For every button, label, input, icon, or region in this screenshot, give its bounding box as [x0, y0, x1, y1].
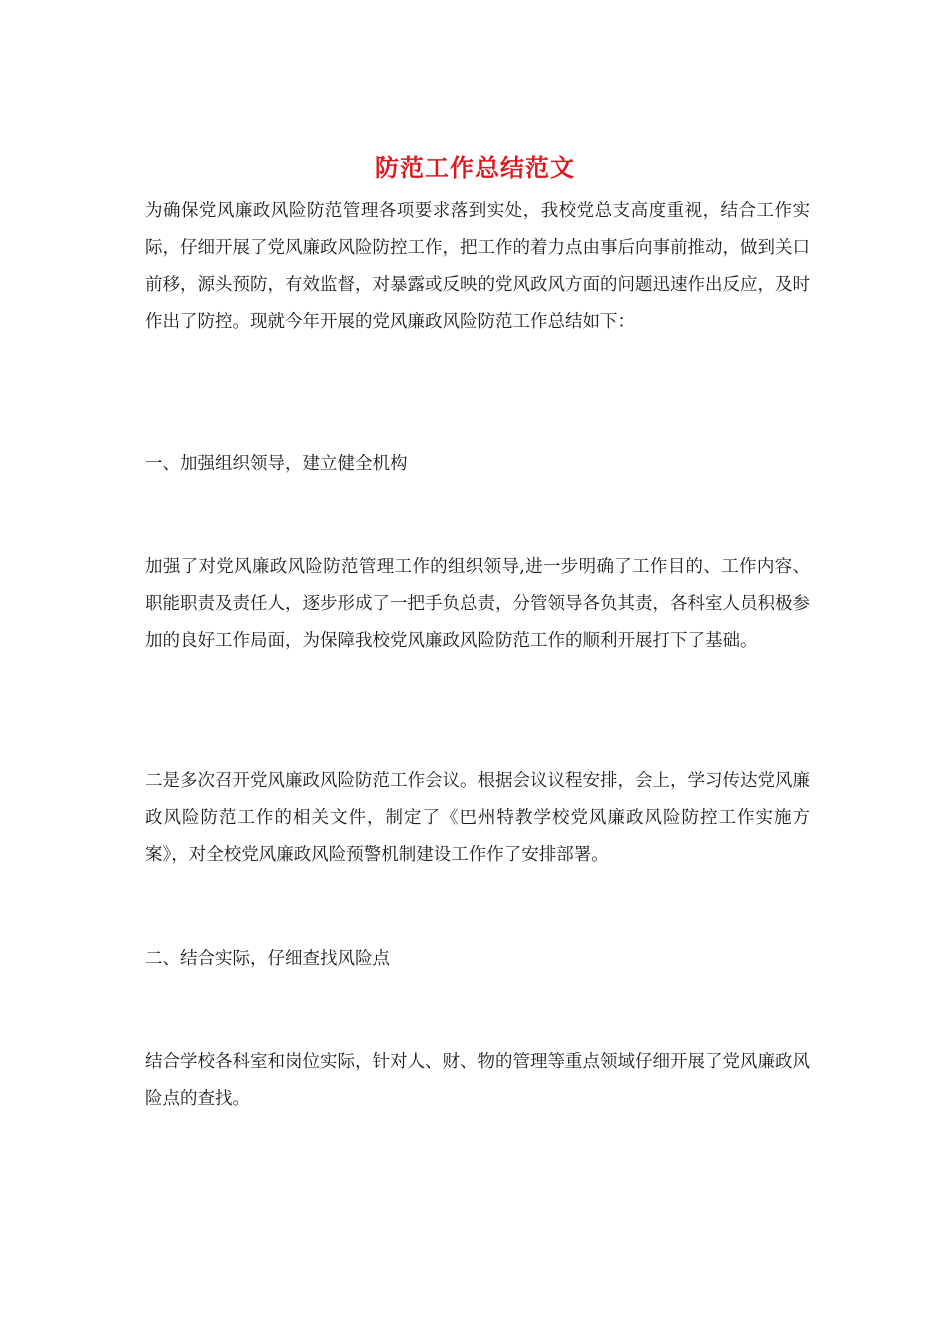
section-1-paragraph: 加强了对党风廉政风险防范管理工作的组织领导,进一步明确了工作目的、工作内容、职能职责及责任人，逐步形成了一把手负总责，分管领导各负其责，各科室人员积极参加的良好工作局面，为保障我校党风廉政风险防范工作的顺利开展打下了基础。: [145, 557, 810, 651]
section-2-paragraph: 结合学校各科室和岗位实际，针对人、财、物的管理等重点领域仔细开展了党风廉政风险点的查找。: [145, 1052, 810, 1109]
document-title: 防范工作总结范文: [375, 153, 575, 182]
intro-paragraph: 为确保党风廉政风险防范管理各项要求落到实处，我校党总支高度重视，结合工作实际，仔细开展了党风廉政风险防控工作，把工作的着力点由事后向事前推动，做到关口前移，源头预防，有效监督，对暴露或反映的党风政风方面的问题迅速作出反应，及时作出了防控。现就今年开展的党风廉政风险防范工作总结如下：: [145, 201, 810, 332]
section-heading-2: 二、结合实际，仔细查找风险点: [145, 949, 390, 969]
section-1-meetings-paragraph: 二是多次召开党风廉政风险防范工作会议。根据会议议程安排，会上，学习传达党风廉政风险防范工作的相关文件，制定了《巴州特教学校党风廉政风险防控工作实施方案》，对全校党风廉政风险预警机制建设工作作了安排部署。: [145, 771, 810, 865]
section-heading-1: 一、加强组织领导，建立健全机构: [145, 454, 408, 474]
